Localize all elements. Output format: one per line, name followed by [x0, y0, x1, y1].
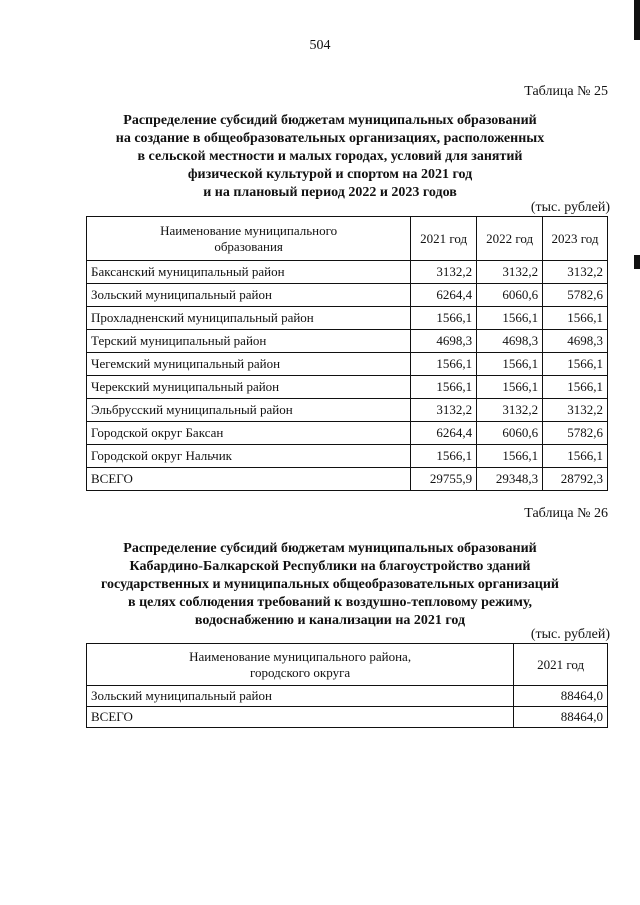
scan-edge-mark: [634, 0, 640, 40]
row-name-cell: Черекский муниципальный район: [87, 376, 411, 399]
row-value-cell: 3132,2: [543, 261, 608, 284]
table-25-unit: (тыс. рублей): [530, 200, 610, 215]
row-value-cell: 1566,1: [477, 307, 543, 330]
row-name-cell: Городской округ Баксан: [87, 422, 411, 445]
row-value-cell: 88464,0: [514, 707, 608, 728]
heading-line: на создание в общеобразовательных организациях, расположенных: [115, 131, 545, 146]
table-row: [87, 707, 608, 728]
table-25-label: Таблица № 25: [524, 84, 608, 99]
row-value-cell: 88464,0: [514, 686, 608, 707]
table-row: [87, 422, 608, 445]
table-row: [87, 445, 608, 468]
row-value-cell: 1566,1: [477, 376, 543, 399]
row-name-cell: Баксанский муниципальный район: [87, 261, 411, 284]
row-value-cell: 29348,3: [477, 468, 543, 491]
table-row: [87, 468, 608, 491]
row-value-cell: 1566,1: [543, 445, 608, 468]
row-value-cell: 6264,4: [411, 422, 477, 445]
row-value-cell: 4698,3: [543, 330, 608, 353]
row-name-cell: Чегемский муниципальный район: [87, 353, 411, 376]
heading-line: Распределение субсидий бюджетам муниципальных образований: [123, 541, 537, 556]
heading-line: Кабардино-Балкарской Республики на благоустройство зданий: [129, 559, 531, 574]
heading-line: в сельской местности и малых городах, условий для занятий: [137, 149, 523, 164]
table-header-row: [87, 217, 608, 261]
row-value-cell: 1566,1: [543, 376, 608, 399]
table-26-unit: (тыс. рублей): [530, 627, 610, 642]
row-value-cell: 1566,1: [411, 376, 477, 399]
table-row: [87, 261, 608, 284]
row-value-cell: 1566,1: [543, 353, 608, 376]
row-value-cell: 6060,6: [477, 284, 543, 307]
table-row: [87, 330, 608, 353]
row-value-cell: 6060,6: [477, 422, 543, 445]
row-value-cell: 1566,1: [477, 445, 543, 468]
table-row: [87, 686, 608, 707]
row-name-cell: Городской округ Нальчик: [87, 445, 411, 468]
column-header-2021: 2021 год: [514, 644, 608, 686]
heading-line: Распределение субсидий бюджетам муниципальных образований: [123, 113, 537, 128]
row-value-cell: 3132,2: [543, 399, 608, 422]
table-25: [86, 216, 608, 491]
row-value-cell: 6264,4: [411, 284, 477, 307]
row-value-cell: 3132,2: [411, 399, 477, 422]
row-value-cell: 5782,6: [543, 284, 608, 307]
table-26-heading: [70, 540, 590, 630]
row-value-cell: 1566,1: [411, 307, 477, 330]
table-25-heading: [80, 112, 580, 202]
table-26: [86, 643, 608, 728]
heading-line: государственных и муниципальных общеобразовательных организаций: [101, 577, 559, 592]
row-name-cell: Зольский муниципальный район: [87, 686, 514, 707]
row-name-cell: Прохладненский муниципальный район: [87, 307, 411, 330]
heading-line: физической культурой и спортом на 2021 год: [187, 167, 473, 182]
row-value-cell: 4698,3: [411, 330, 477, 353]
row-name-cell: Зольский муниципальный район: [87, 284, 411, 307]
row-value-cell: 5782,6: [543, 422, 608, 445]
row-value-cell: 1566,1: [477, 353, 543, 376]
row-value-cell: 1566,1: [543, 307, 608, 330]
row-value-cell: 3132,2: [477, 399, 543, 422]
heading-line: в целях соблюдения требований к воздушно-тепловому режиму,: [128, 595, 532, 610]
column-header-2021: 2021 год: [411, 217, 477, 261]
column-header-name: Наименование муниципального района, городского округа: [87, 644, 514, 686]
heading-line: и на плановый период 2022 и 2023 годов: [203, 185, 457, 200]
row-value-cell: 4698,3: [477, 330, 543, 353]
row-name-cell: Терский муниципальный район: [87, 330, 411, 353]
row-name-cell: Эльбрусский муниципальный район: [87, 399, 411, 422]
row-value-cell: 29755,9: [411, 468, 477, 491]
page-number: 504: [309, 38, 331, 53]
row-value-cell: 28792,3: [543, 468, 608, 491]
table-row: [87, 399, 608, 422]
row-value-cell: 3132,2: [477, 261, 543, 284]
heading-line: водоснабжению и канализации на 2021 год: [194, 613, 466, 628]
table-row: [87, 376, 608, 399]
row-value-cell: 1566,1: [411, 353, 477, 376]
table-row: [87, 307, 608, 330]
scan-edge-mark: [634, 255, 640, 269]
column-header-2022: 2022 год: [477, 217, 543, 261]
table-26-label: Таблица № 26: [524, 506, 608, 521]
row-name-cell: ВСЕГО: [87, 468, 411, 491]
column-header-name: Наименование муниципального образования: [87, 217, 411, 261]
table-row: [87, 353, 608, 376]
table-header-row: [87, 644, 608, 686]
row-value-cell: 3132,2: [411, 261, 477, 284]
row-value-cell: 1566,1: [411, 445, 477, 468]
table-row: [87, 284, 608, 307]
row-name-cell: ВСЕГО: [87, 707, 514, 728]
column-header-2023: 2023 год: [543, 217, 608, 261]
